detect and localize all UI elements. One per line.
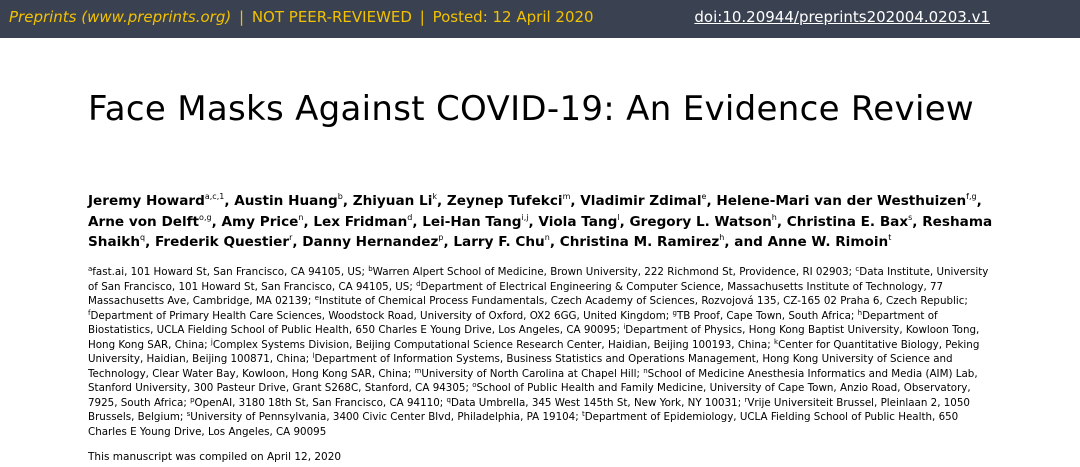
author-name: Austin Huang — [234, 193, 338, 209]
affiliation — [211, 339, 767, 351]
author — [155, 234, 292, 250]
compiled-note: This manuscript was compiled on April 12, 2020 — [88, 451, 342, 463]
author-name: Zeynep Tufekci — [446, 193, 563, 209]
author — [88, 193, 224, 209]
affiliation-text: Department of Epidemiology, UCLA Fielding School of Public Health, 650 Charles E Young Drive, Los Angeles, CA 90095 — [88, 411, 959, 438]
affiliation — [672, 310, 850, 322]
banner-posted-date: Posted: 12 April 2020 — [432, 8, 594, 26]
author-affiliation-marks: d — [407, 212, 413, 222]
affiliation-text: Warren Alpert School of Medicine, Brown University, 222 Richmond St, Providence, RI 02903 — [372, 266, 849, 278]
affiliation-text: Data Umbrella, 345 West 145th St, New York, NY 10031 — [450, 396, 738, 409]
author — [353, 193, 437, 209]
affiliation — [88, 266, 361, 278]
author-affiliation-marks: q — [140, 233, 146, 242]
author-affiliation-marks: t — [888, 233, 892, 242]
affiliation-key: h — [857, 308, 863, 317]
author — [234, 193, 343, 209]
author-conjunction: and — [734, 234, 763, 250]
author-list: Jeremy Howard$^{a,c,1}$, Austin Huang$^b$, Zhiyuan Li$^k$, Zeynep Tufekci$^m$, Vladimir Zdimal$^e$, Helene-Mari van der Westhuizen$^{f,g}$, Arne von Delft$^{o,g}$, Amy Price$^n$, Lex Fridman$^d$, Lei-Han Tang$^{i,j}$, Viola Tang$^l$, Gregory L. Watson$^h$, Christina E. Bax$^s$, Reshama Shaikh$^q$, Frederik Questier$^r$, Danny Hernandez$^p$, Larry F. Chu$^n$, Christina M. Ramirez$^h$, and Anne W. Rimoin$^t$ — [88, 192, 993, 250]
doi-link[interactable]: doi:10.20944/preprints202004.0203.v1 — [694, 8, 990, 26]
author-affiliation-marks: h — [771, 212, 777, 222]
author — [221, 214, 303, 230]
affiliation-text: TB Proof, Cape Town, South Africa — [676, 309, 851, 322]
author-name: Frederik Questier — [155, 234, 290, 250]
affiliation — [447, 397, 738, 409]
affiliation-text: University of North Carolina at Chapel Hill — [421, 367, 637, 380]
affiliation-text: Department of Primary Health Care Sciences, Woodstock Road, University of Oxford, OX2 6GG, United Kingdom — [90, 309, 666, 322]
author — [88, 214, 212, 230]
author-affiliation-marks: f,g — [966, 192, 977, 201]
author-name: Vladimir Zdimal — [580, 193, 702, 209]
author-affiliation-marks: r — [289, 233, 293, 242]
author-name: Arne von Delft — [88, 213, 200, 230]
author-name: Larry F. Chu — [453, 234, 545, 250]
paper-title: Face Masks Against COVID-19: An Evidence Review — [88, 89, 975, 129]
author — [447, 193, 570, 209]
affiliation-key: i — [623, 323, 626, 331]
affiliation-key: q — [446, 395, 451, 404]
affiliation-text: School of Public Health and Family Medicine, University of Cape Town, Anzio Road, Observatory, 7925, South Africa — [88, 382, 971, 409]
affiliation-text: School of Medicine Anesthesia Informatics and Media (AIM) Lab, Stanford University, 300 Pasteur Drive, Grant S268C, Stanford, CA 94305 — [88, 367, 978, 394]
affiliation-key: n — [643, 366, 648, 375]
author-affiliation-marks: e — [701, 192, 707, 201]
author-affiliation-marks: o,g — [199, 212, 212, 222]
affiliation-text: Department of Information Systems, Business Statistics and Operations Management, Hong Kong University of Science and Technology, Clear Water Bay, Kowloon, Hong Kong SAR, China — [88, 353, 953, 380]
author-name: Lei-Han Tang — [422, 213, 522, 230]
author-affiliation-marks: m — [562, 192, 571, 201]
author-name: Zhiyuan Li — [352, 193, 433, 209]
affiliation-key: j — [210, 337, 213, 346]
affiliation-key: g — [672, 308, 677, 317]
author — [538, 214, 619, 230]
banner-separator: | — [419, 8, 425, 26]
affiliation — [187, 411, 576, 423]
affiliation-text: fast.ai, 101 Howard St, San Francisco, CA 94105, US — [92, 266, 362, 278]
author-affiliation-marks: s — [908, 212, 913, 222]
author-name: Amy Price — [221, 213, 299, 230]
affiliation-key: m — [414, 366, 422, 375]
author — [630, 214, 777, 230]
affiliation-text: Department of Physics, Hong Kong Baptist University, Kowloon Tong, Hong Kong SAR, China — [88, 324, 980, 351]
affiliation-key: r — [744, 395, 748, 404]
affiliation-text: Complex Systems Division, Beijing Computational Science Research Center, Haidian, Beijing 100193, China — [212, 338, 768, 351]
author — [422, 214, 528, 230]
affiliation-key: c — [855, 265, 860, 273]
author-name: Danny Hernandez — [302, 234, 439, 250]
author — [560, 234, 725, 250]
affiliation — [88, 310, 666, 322]
banner-status: NOT PEER-REVIEWED — [251, 8, 412, 26]
author — [302, 234, 443, 250]
author-affiliation-marks: h — [719, 233, 725, 242]
author — [580, 193, 706, 209]
author-affiliation-marks: a,c,1 — [204, 192, 225, 201]
affiliation — [368, 266, 848, 278]
author — [768, 234, 892, 250]
author-name: Gregory L. Watson — [629, 213, 772, 230]
affiliation-text: Department of Electrical Engineering & Computer Science, Massachusetts Institute of Technology, 77 Massachusetts Ave, Cambridge, MA 02139 — [88, 280, 944, 307]
affiliation-key: e — [314, 294, 319, 302]
author-name: Reshama Shaikh — [88, 213, 993, 250]
author-affiliation-marks: l — [617, 212, 620, 222]
author — [716, 193, 976, 209]
affiliation-text: Institute of Chemical Process Fundamentals, Czech Academy of Sciences, Rozvojová 135, CZ-165 02 Praha 6, Czech Republic — [318, 295, 965, 307]
author-name: Viola Tang — [538, 213, 618, 230]
affiliation-text: Data Institute, University of San Francisco, 101 Howard St, San Francisco, CA 94105, US — [88, 266, 989, 293]
author-name: Anne W. Rimoin — [767, 234, 889, 250]
affiliation-text: Department of Biostatistics, UCLA Fielding School of Public Health, 650 Charles E Young Drive, Los Angeles, CA 90095 — [88, 309, 938, 336]
affiliation-key: k — [774, 337, 779, 346]
affiliation-text: Center for Quantitative Biology, Peking University, Haidian, Beijing 100871, China — [88, 338, 980, 365]
banner-brand[interactable]: Preprints (www.preprints.org) — [9, 8, 232, 26]
author-name: Christina M. Ramirez — [559, 234, 720, 250]
affiliation-key: a — [88, 265, 93, 273]
author-affiliation-marks: n — [298, 212, 304, 222]
author-name: Helene-Mari van der Westhuizen — [716, 193, 967, 209]
author-name: Christina E. Bax — [786, 213, 909, 230]
affiliation — [415, 368, 637, 380]
preprint-banner — [0, 0, 1080, 38]
affiliation-key: f — [88, 308, 91, 317]
affiliation-key: s — [186, 410, 191, 418]
affiliation — [315, 295, 965, 307]
affiliation-key: d — [416, 279, 421, 288]
affiliation — [190, 397, 440, 409]
banner-info — [9, 8, 594, 26]
author-affiliation-marks: p — [438, 233, 444, 242]
affiliation-key: p — [190, 395, 195, 404]
author — [787, 214, 913, 230]
affiliation-text: OpenAI, 3180 18th St, San Francisco, CA 94110 — [194, 396, 440, 409]
author-affiliation-marks: k — [432, 192, 437, 201]
author — [313, 214, 412, 230]
affiliation-key: o — [472, 381, 477, 389]
affiliation-text: University of Pennsylvania, 3400 Civic Center Blvd, Philadelphia, PA 19104 — [190, 411, 576, 423]
author-affiliation-marks: n — [544, 233, 550, 242]
author — [453, 234, 549, 250]
author-affiliation-marks: b — [337, 192, 343, 201]
affiliation-text: Vrije Universiteit Brussel, Pleinlaan 2, 1050 Brussels, Belgium — [88, 396, 970, 423]
affiliation-list: $^a$fast.ai, 101 Howard St, San Francisco, CA 94105, US; $^b$Warren Alpert School of Medicine, Brown University, 222 Richmond St, Providence, RI 02903; $^c$Data Institute, University of San Francisco, 101 Howard St, San Francisco, CA 94105, US; $^d$Department of Electrical Engineering & Computer Science, Massachusetts Institute of Technology, 77 Massachusetts Ave, Cambridge, MA 02139; $^e$Institute of Chemical Process Fundamentals, Czech Academy of Sciences, Rozvojová 135, CZ-165 02 Praha 6, Czech Republic; $^f$Department of Primary Health Care Sciences, Woodstock Road, University of Oxford, OX2 6GG, United Kingdom; $^g$TB Proof, Cape Town, South Africa; $^h$Department of Biostatistics, UCLA Fielding School of Public Health, 650 Charles E Young Drive, Los Angeles, CA 90095; $^i$Department of Physics, Hong Kong Baptist University, Kowloon Tong, Hong Kong SAR, China; $^j$Complex Systems Division, Beijing Computational Science Research Center, Haidian, Beijing 100193, China; $^k$Center for Quantitative Biology, Peking University, Haidian, Beijing 100871, China; $^l$Department of Information Systems, Business Statistics and Operations Management, Hong Kong University of Science and Technology, Clear Water Bay, Kowloon, Hong Kong SAR, China; $^m$University of North Carolina at Chapel Hill; $^n$School of Medicine Anesthesia Informatics and Media (AIM) Lab, Stanford University, 300 Pasteur Drive, Grant S268C, Stanford, CA 94305; $^o$School of Public Health and Family Medicine, University of Cape Town, Anzio Road, Observatory, 7925, South Africa; $^p$OpenAI, 3180 18th St, San Francisco, CA 94110; $^q$Data Umbrella, 345 West 145th St, New York, NY 10031; $^r$Vrije Universiteit Brussel, Pleinlaan 2, 1050 Brussels, Belgium; $^s$University of Pennsylvania, 3400 Civic Center Blvd, Philadelphia, PA 19104; $^t$Department of Epidemiology, UCLA Fielding School of Public Health, 650 Charles E Young Drive, Los Angeles, CA 90095 — [88, 265, 989, 438]
author-name: Jeremy Howard — [88, 193, 205, 209]
affiliation-key: l — [312, 352, 315, 360]
author-affiliation-marks: i,j — [521, 212, 529, 222]
affiliation-key: b — [368, 265, 373, 273]
affiliation-key: t — [582, 410, 585, 418]
author-name: Lex Fridman — [313, 213, 408, 230]
banner-separator: | — [238, 8, 245, 26]
